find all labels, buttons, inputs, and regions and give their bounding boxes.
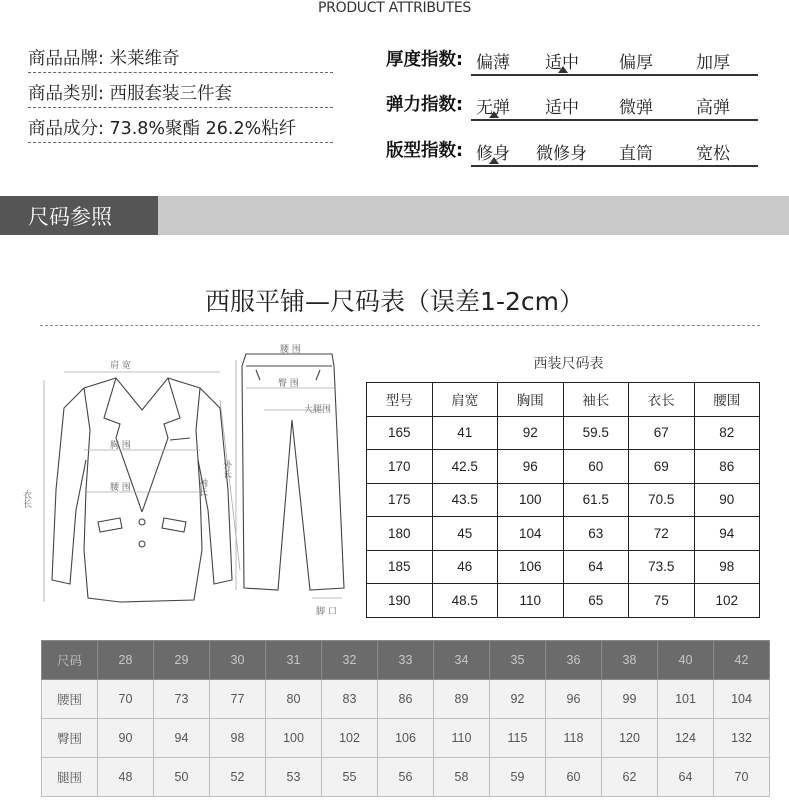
table-cell: 102 bbox=[694, 584, 760, 618]
section-header bbox=[0, 196, 789, 235]
header-cell: 31 bbox=[266, 641, 322, 680]
scale-option: 偏薄 bbox=[476, 53, 510, 73]
fit-scale bbox=[386, 131, 758, 167]
scale-option: 宽松 bbox=[696, 144, 730, 164]
attribute-list bbox=[28, 38, 333, 143]
header-cell: 34 bbox=[434, 641, 490, 680]
table-cell: 70.5 bbox=[629, 483, 695, 517]
header-cell: 38 bbox=[602, 641, 658, 680]
header-cell: 尺码 bbox=[42, 641, 98, 680]
table-cell: 83 bbox=[322, 680, 378, 719]
attribute-brand: 商品品牌: 米莱维奇 bbox=[28, 38, 333, 73]
scale-marker-icon bbox=[489, 157, 499, 164]
table-row bbox=[367, 550, 760, 584]
table-cell: 170 bbox=[367, 450, 433, 484]
table-cell: 98 bbox=[694, 550, 760, 584]
section-label: 尺码参照 bbox=[0, 196, 158, 235]
garment-diagram bbox=[21, 340, 369, 620]
table-cell: 96 bbox=[546, 680, 602, 719]
header-cell: 袖长 bbox=[563, 383, 629, 417]
table-cell: 55 bbox=[322, 758, 378, 797]
table-cell: 106 bbox=[498, 550, 564, 584]
length-label: 衣长 bbox=[21, 490, 31, 508]
scale-option: 微弹 bbox=[619, 98, 653, 118]
table-cell: 43.5 bbox=[432, 483, 498, 517]
thickness-scale bbox=[386, 40, 758, 76]
scale-line bbox=[471, 119, 758, 121]
scale-label: 弹力指数: bbox=[386, 95, 463, 115]
table-cell: 118 bbox=[546, 719, 602, 758]
header-cell: 28 bbox=[98, 641, 154, 680]
table-cell: 60 bbox=[563, 450, 629, 484]
table-cell: 115 bbox=[490, 719, 546, 758]
scale-option: 适中 bbox=[545, 53, 579, 73]
table-cell: 59.5 bbox=[563, 416, 629, 450]
table-cell: 59 bbox=[490, 758, 546, 797]
table-cell: 73.5 bbox=[629, 550, 695, 584]
table-cell: 104 bbox=[714, 680, 770, 719]
table-row bbox=[367, 483, 760, 517]
table-cell: 110 bbox=[434, 719, 490, 758]
table-cell: 102 bbox=[322, 719, 378, 758]
table-cell: 185 bbox=[367, 550, 433, 584]
table-row bbox=[42, 719, 770, 758]
table-cell: 86 bbox=[694, 450, 760, 484]
scale-label: 版型指数: bbox=[386, 141, 463, 161]
header-cell: 腰围 bbox=[694, 383, 760, 417]
shoulder-label: 肩 宽 bbox=[110, 361, 131, 371]
table-cell: 124 bbox=[658, 719, 714, 758]
header-cell: 衣长 bbox=[629, 383, 695, 417]
table-cell: 63 bbox=[563, 517, 629, 551]
table-cell: 42.5 bbox=[432, 450, 498, 484]
table-cell: 92 bbox=[498, 416, 564, 450]
table-cell: 94 bbox=[694, 517, 760, 551]
table-cell: 53 bbox=[266, 758, 322, 797]
table-cell: 106 bbox=[378, 719, 434, 758]
table-cell: 89 bbox=[434, 680, 490, 719]
scale-line bbox=[471, 165, 758, 167]
sleeve-label: 袖长 bbox=[197, 478, 207, 496]
table-cell: 86 bbox=[378, 680, 434, 719]
thigh-label: 大腿围 bbox=[304, 405, 332, 415]
pants-size-table bbox=[41, 640, 770, 797]
table-cell: 67 bbox=[629, 416, 695, 450]
header-cell: 33 bbox=[378, 641, 434, 680]
table-cell: 165 bbox=[367, 416, 433, 450]
table-cell: 80 bbox=[266, 680, 322, 719]
table-cell: 132 bbox=[714, 719, 770, 758]
table-cell: 52 bbox=[210, 758, 266, 797]
table-row bbox=[367, 517, 760, 551]
scale-option: 加厚 bbox=[696, 53, 730, 73]
scale-line bbox=[471, 74, 758, 76]
table-cell: 94 bbox=[154, 719, 210, 758]
pants-waist-label: 腰 围 bbox=[280, 345, 301, 355]
hem-label: 脚 口 bbox=[316, 607, 337, 617]
table-cell: 96 bbox=[498, 450, 564, 484]
table-cell: 75 bbox=[629, 584, 695, 618]
divider bbox=[40, 325, 760, 326]
table-cell: 175 bbox=[367, 483, 433, 517]
table-cell: 190 bbox=[367, 584, 433, 618]
scale-option: 直筒 bbox=[619, 144, 653, 164]
table-cell: 70 bbox=[98, 680, 154, 719]
header-cell: 胸围 bbox=[498, 383, 564, 417]
table-header-row bbox=[42, 641, 770, 680]
table-row bbox=[42, 680, 770, 719]
table-cell: 45 bbox=[432, 517, 498, 551]
table-cell: 56 bbox=[378, 758, 434, 797]
table-row bbox=[367, 416, 760, 450]
attribute-category: 商品类别: 西服套装三件套 bbox=[28, 73, 333, 108]
table-cell: 58 bbox=[434, 758, 490, 797]
row-header-cell: 臀围 bbox=[42, 719, 98, 758]
suit-table-caption: 西装尺码表 bbox=[533, 356, 604, 372]
scale-option: 修身 bbox=[476, 144, 510, 164]
header-cell: 35 bbox=[490, 641, 546, 680]
scale-option: 偏厚 bbox=[619, 53, 653, 73]
table-cell: 60 bbox=[546, 758, 602, 797]
row-header-cell: 腰围 bbox=[42, 680, 98, 719]
header-cell: 30 bbox=[210, 641, 266, 680]
scale-marker-icon bbox=[558, 66, 568, 73]
waist-label: 腰 围 bbox=[110, 483, 131, 493]
suit-size-table bbox=[366, 382, 760, 618]
outseam-label: 外长 bbox=[221, 460, 231, 478]
scale-option: 微修身 bbox=[536, 144, 587, 164]
header-cell: 36 bbox=[546, 641, 602, 680]
row-header-cell: 腿围 bbox=[42, 758, 98, 797]
scale-marker-icon bbox=[489, 111, 499, 118]
table-cell: 69 bbox=[629, 450, 695, 484]
header-cell: 肩宽 bbox=[432, 383, 498, 417]
table-cell: 46 bbox=[432, 550, 498, 584]
table-cell: 41 bbox=[432, 416, 498, 450]
table-cell: 99 bbox=[602, 680, 658, 719]
table-cell: 104 bbox=[498, 517, 564, 551]
table-cell: 82 bbox=[694, 416, 760, 450]
table-cell: 100 bbox=[266, 719, 322, 758]
table-cell: 50 bbox=[154, 758, 210, 797]
table-cell: 120 bbox=[602, 719, 658, 758]
table-cell: 72 bbox=[629, 517, 695, 551]
table-cell: 62 bbox=[602, 758, 658, 797]
chest-label: 胸 围 bbox=[110, 441, 131, 451]
scale-option: 高弹 bbox=[696, 98, 730, 118]
table-cell: 110 bbox=[498, 584, 564, 618]
table-cell: 70 bbox=[714, 758, 770, 797]
size-chart-title: 西服平铺—尺码表（误差1-2cm） bbox=[205, 287, 584, 316]
table-row bbox=[367, 450, 760, 484]
table-cell: 101 bbox=[658, 680, 714, 719]
product-attributes-title: PRODUCT ATTRIBUTES bbox=[318, 0, 471, 16]
table-cell: 98 bbox=[210, 719, 266, 758]
scale-option: 适中 bbox=[545, 98, 579, 118]
table-cell: 92 bbox=[490, 680, 546, 719]
table-cell: 90 bbox=[98, 719, 154, 758]
scale-option: 无弹 bbox=[476, 98, 510, 118]
table-header-row bbox=[367, 383, 760, 417]
elasticity-scale bbox=[386, 85, 758, 121]
attribute-material: 商品成分: 73.8%聚酯 26.2%粘纤 bbox=[28, 108, 333, 143]
table-cell: 77 bbox=[210, 680, 266, 719]
header-cell: 40 bbox=[658, 641, 714, 680]
table-row bbox=[367, 584, 760, 618]
table-cell: 73 bbox=[154, 680, 210, 719]
header-cell: 29 bbox=[154, 641, 210, 680]
header-cell: 42 bbox=[714, 641, 770, 680]
header-cell: 32 bbox=[322, 641, 378, 680]
table-cell: 64 bbox=[563, 550, 629, 584]
table-cell: 180 bbox=[367, 517, 433, 551]
table-cell: 48.5 bbox=[432, 584, 498, 618]
table-cell: 61.5 bbox=[563, 483, 629, 517]
table-cell: 64 bbox=[658, 758, 714, 797]
table-row bbox=[42, 758, 770, 797]
hip-label: 臀 围 bbox=[278, 379, 299, 389]
table-cell: 48 bbox=[98, 758, 154, 797]
table-cell: 65 bbox=[563, 584, 629, 618]
scale-label: 厚度指数: bbox=[386, 50, 463, 70]
table-cell: 90 bbox=[694, 483, 760, 517]
header-cell: 型号 bbox=[367, 383, 433, 417]
table-cell: 100 bbox=[498, 483, 564, 517]
